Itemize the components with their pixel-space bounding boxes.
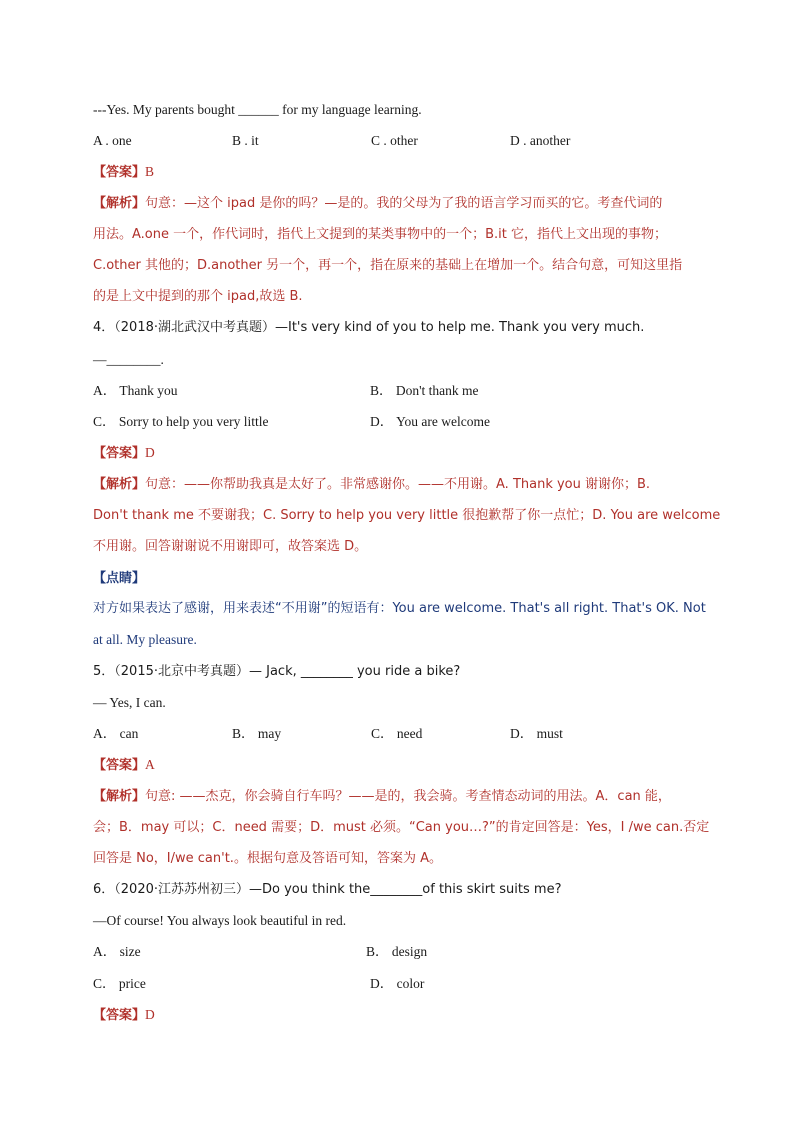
q5-analysis-line-3: 回答是 No，I/we can't.。根据句意及答语可知，答案为 A。 [93, 851, 442, 866]
q4-tip-label [93, 568, 145, 589]
q5-option-c: C． need [371, 726, 423, 741]
q3-analysis-line-3: C.other 其他的；D.another 另一个，再一个，指在原来的基础上在增加一个。结合句意，可知这里指 [93, 258, 683, 273]
q6-option-d: D． color [370, 976, 425, 991]
q5-analysis-line-1 [93, 787, 671, 807]
q4-reply: —________. [93, 352, 164, 367]
q6-option-a: A． size [93, 944, 141, 959]
q4-stem: 4．（2018·湖北武汉中考真题）—It's very kind of you to help me. Thank you very much. [93, 320, 645, 335]
q6-option-c: C． price [93, 976, 146, 991]
q3-analysis-line-4: 的是上文中提到的那个 ipad,故选 B. [93, 289, 303, 304]
q5-stem: 5．（2015·北京中考真题）— Jack, ________ you ride a bike? [93, 664, 461, 679]
q3-analysis-line-2: 用法。A.one 一个，作代词时，指代上文提到的某类事物中的一个；B.it 它，指代上文出现的事物； [93, 227, 668, 242]
q3-answer-line: ---Yes. My parents bought ______ for my language learning. [93, 102, 422, 117]
q4-tip-line-1: 对方如果表达了感谢，用来表述“不用谢”的短语有：You are welcome. That's all right. That's OK. Not [93, 601, 706, 616]
analysis-label: 【解析】 [93, 789, 146, 804]
analysis-label: 【解析】 [93, 196, 146, 211]
answer-label: 【答案】 [93, 758, 146, 773]
q3-analysis-line-1 [93, 194, 662, 214]
q4-option-c: C． Sorry to help you very little [93, 414, 269, 429]
q3-option-d: D . another [510, 133, 571, 148]
analysis-text: 句意：——你帮助我真是太好了。非常感谢你。——不用谢。A. Thank you 谢谢你；B. [145, 477, 651, 492]
q6-reply: —Of course! You always look beautiful in red. [93, 913, 347, 928]
answer-value: D [145, 445, 155, 460]
q5-answer [93, 755, 155, 776]
tip-label: 【点睛】 [93, 571, 146, 586]
q4-answer [93, 443, 155, 464]
q4-option-d: D． You are welcome [370, 414, 490, 429]
analysis-label: 【解析】 [93, 477, 146, 492]
answer-label: 【答案】 [93, 446, 146, 461]
q4-option-a: A． Thank you [93, 383, 178, 398]
q4-analysis-line-2: Don't thank me 不要谢我；C. Sorry to help you very little 很抱歉帮了你一点忙；D. You are welcome [93, 508, 721, 523]
q5-analysis-line-2: 会；B．may 可以；C．need 需要；D．must 必须。“Can you…?”的肯定回答是：Yes，I /we can.否定 [93, 820, 710, 835]
q6-stem: 6．（2020·江苏苏州初三）—Do you think the________of this skirt suits me? [93, 882, 562, 897]
q6-answer [93, 1005, 155, 1026]
q4-analysis-line-1 [93, 475, 650, 495]
q5-option-b: B． may [232, 726, 282, 741]
analysis-text: 句意: ——杰克，你会骑自行车吗？——是的，我会骑。考查情态动词的用法。A．can 能， [145, 789, 671, 804]
q5-reply: — Yes, I can. [93, 695, 166, 710]
answer-label: 【答案】 [93, 1008, 146, 1023]
answer-label: 【答案】 [93, 165, 146, 180]
q3-answer [93, 162, 154, 183]
analysis-text: 句意：—这个 ipad 是你的吗？—是的。我的父母为了我的语言学习而买的它。考查代词的 [145, 196, 663, 211]
q4-analysis-line-3: 不用谢。回答谢谢说不用谢即可，故答案选 D。 [93, 539, 368, 554]
q3-option-b: B . it [232, 133, 259, 148]
q4-tip-line-2: at all. My pleasure. [93, 632, 197, 647]
answer-value: D [145, 1007, 155, 1022]
q3-option-c: C . other [371, 133, 418, 148]
q3-option-a: A . one [93, 133, 132, 148]
q6-option-b: B． design [366, 944, 428, 959]
q5-option-a: A． can [93, 726, 139, 741]
q5-option-d: D． must [510, 726, 563, 741]
q4-option-b: B． Don't thank me [370, 383, 479, 398]
answer-value: B [145, 164, 155, 179]
answer-value: A [145, 757, 155, 772]
